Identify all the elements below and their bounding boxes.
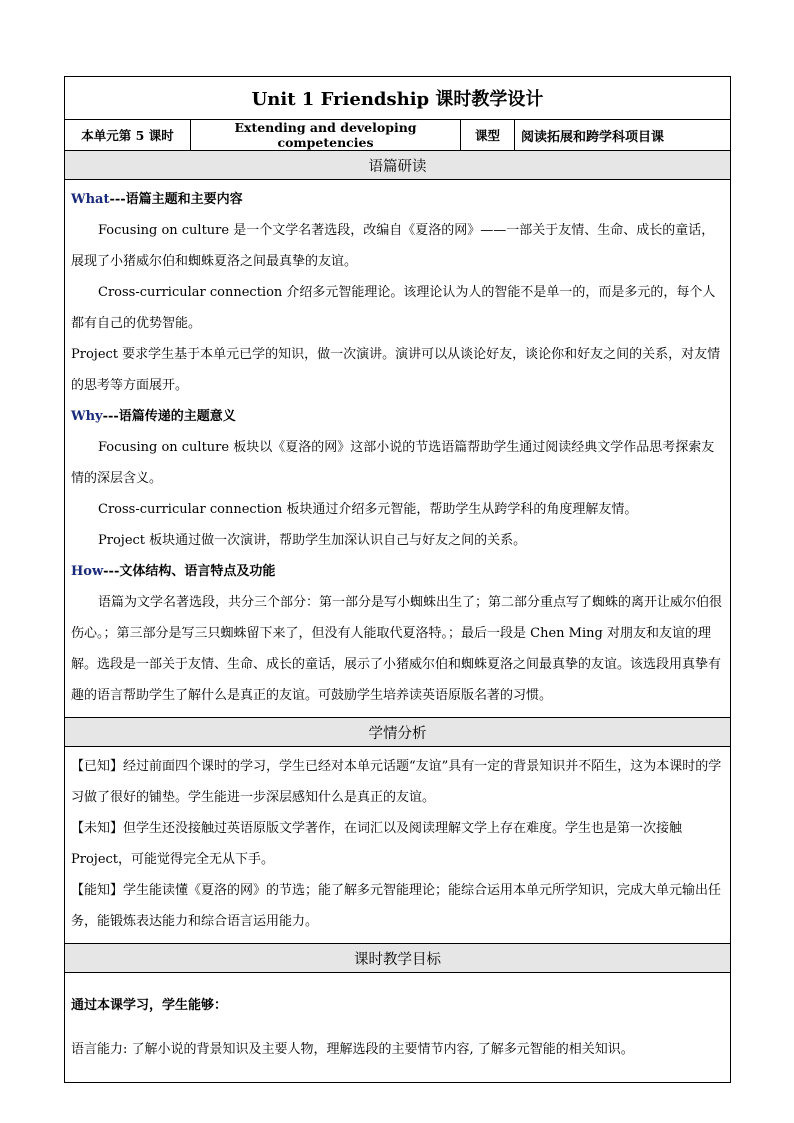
text-study-body	[65, 180, 731, 718]
page-title: Unit 1 Friendship 课时教学设计	[65, 77, 731, 120]
what-paragraph-2: Cross-curricular connection 介绍多元智能理论。该理论认为人的智能不是单一的，而是多元的，每个人都有自己的优势智能。	[71, 285, 716, 331]
learner-unknown: 【未知】但学生还没接触过英语原版文学著作，在词汇以及阅读理解文学上存在难度。学生也是第一次接触 Project，可能觉得完全无从下手。	[71, 821, 683, 867]
goals-body	[65, 973, 731, 1083]
learner-able: 【能知】学生能读懂《夏洛的网》的节选；能了解多元智能理论；能综合运用本单元所学知识，完成大单元输出任务，能锻炼表达能力和综合语言运用能力。	[71, 883, 722, 929]
why-paragraph-2: Cross-curricular connection 板块通过介绍多元智能，帮助学生从跨学科的角度理解友情。	[98, 502, 638, 517]
how-paragraph-1: 语篇为文学名著选段，共分三个部分：第一部分是写小蜘蛛出生了；第二部分重点写了蜘蛛的离开让威尔伯很伤心。；第三部分是写三只蜘蛛留下来了，但没有人能取代夏洛特。；最后一段是 Chen Ming 对朋友和友谊的理解。选段是一部关于友情、生命、成长的童话，展示了小猪威尔伯和蜘蛛夏洛之间最真挚的友谊。该选段用真挚有趣的语言帮助学生了解什么是真正的友谊。可鼓励学生培养读英语原版名著的习惯。	[71, 595, 723, 703]
why-subheading: Why---语篇传递的主题意义	[71, 409, 236, 424]
learner-body	[65, 747, 731, 944]
goals-lead: 通过本课学习，学生能够：	[71, 998, 228, 1013]
what-paragraph-1: Focusing on culture 是一个文学名著选段，改编自《夏洛的网》——一部关于友情、生命、成长的童话，展现了小猪威尔伯和蜘蛛夏洛之间最真挚的友谊。	[71, 223, 715, 269]
section-heading-learner: 学情分析	[65, 718, 731, 747]
what-paragraph-3: Project 要求学生基于本单元已学的知识，做一次演讲。演讲可以从谈论好友，谈论你和好友之间的关系，对友情的思考等方面展开。	[71, 347, 721, 393]
section-heading-text-study: 语篇研读	[65, 151, 731, 180]
lesson-topic: Extending and developing competencies	[191, 120, 461, 151]
how-subheading: How---文体结构、语言特点及功能	[71, 564, 276, 579]
learner-known: 【已知】经过前面四个课时的学习，学生已经对本单元话题“友谊”具有一定的背景知识并不陌生，这为本课时的学习做了很好的铺垫。学生能进一步深层感知什么是真正的友谊。	[71, 759, 722, 805]
lesson-type-label: 课型	[461, 120, 515, 151]
lesson-type-value: 阅读拓展和跨学科项目课	[515, 120, 731, 151]
why-paragraph-3: Project 板块通过做一次演讲，帮助学生加深认识自己与好友之间的关系。	[98, 533, 527, 548]
goal-language: 语言能力: 了解小说的背景知识及主要人物，理解选段的主要情节内容, 了解多元智能的相关知识。	[71, 1042, 634, 1057]
lesson-number: 本单元第 5 课时	[65, 120, 191, 151]
lesson-plan-table	[64, 76, 731, 1083]
lesson-plan-page	[64, 76, 730, 1083]
why-paragraph-1: Focusing on culture 板块以《夏洛的网》这部小说的节选语篇帮助学生通过阅读经典文学作品思考探索友情的深层含义。	[71, 440, 715, 486]
what-subheading: What---语篇主题和主要内容	[71, 192, 243, 207]
section-heading-goals: 课时教学目标	[65, 944, 731, 973]
